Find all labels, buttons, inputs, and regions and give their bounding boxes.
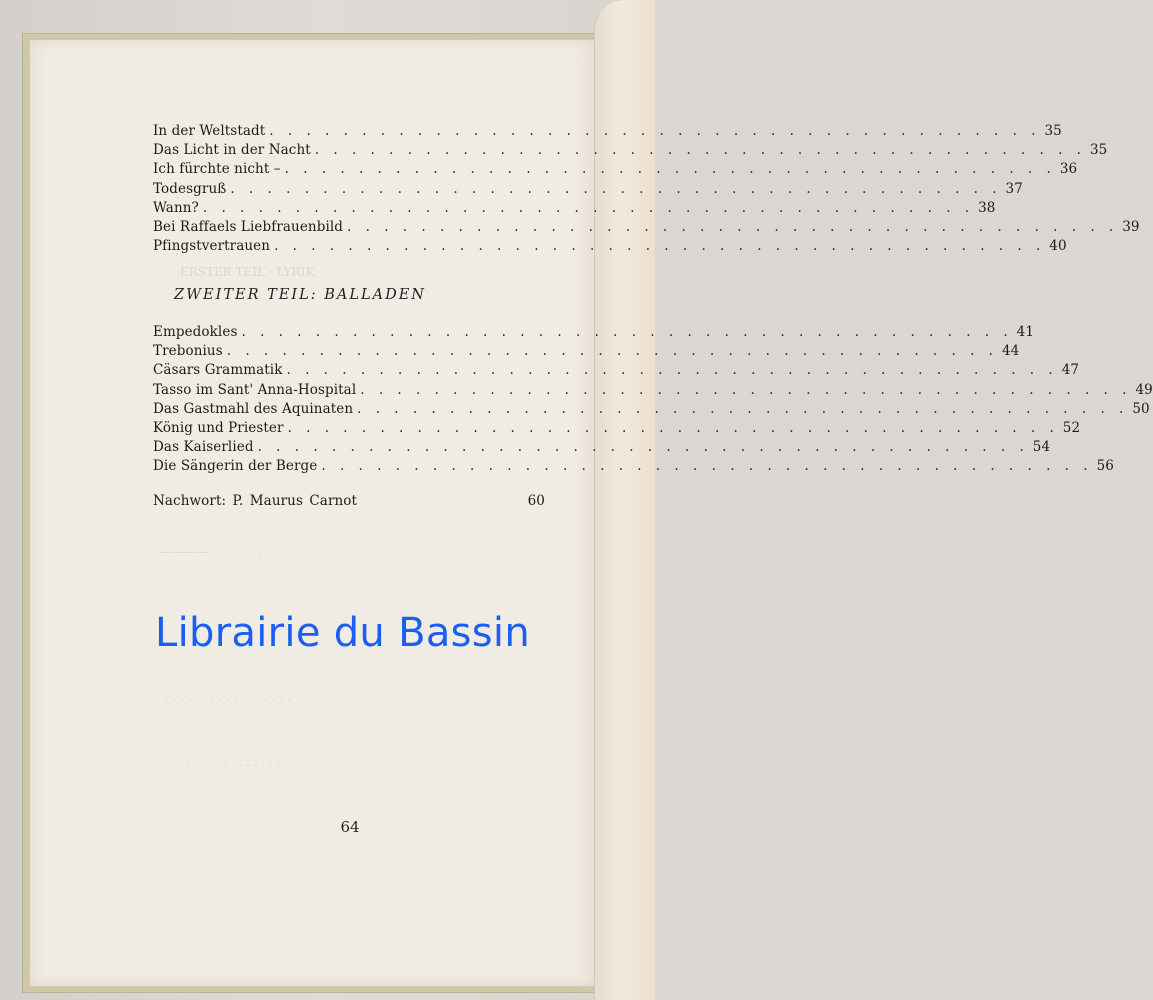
watermark: Librairie du Bassin (155, 610, 530, 656)
toc-entry (153, 123, 1062, 142)
entry-leader-dots: . . . . . . . . . . . . . . . . . . . . . . . . . . . . . . . . . . . . . . . . . . (357, 400, 1129, 417)
entry-title: Bei Raffaels Liebfrauenbild (153, 218, 344, 235)
entry-leader-dots: . . . . . . . . . . . . . . . . . . . . . . . . . . . . . . . . . . . . . . . . . . (257, 439, 1029, 456)
entry-page-number: 35 (1089, 142, 1108, 159)
entry-page-number: 52 (1062, 419, 1081, 436)
toc-entry (153, 400, 1150, 420)
page-number: 64 (340, 818, 360, 836)
entry-title: Das Gastmahl des Aquinaten (153, 400, 354, 417)
entry-page-number: 56 (1096, 458, 1114, 475)
toc-part-two (153, 324, 1153, 478)
toc-entry (153, 458, 1114, 477)
toc-entry (153, 142, 1108, 161)
entry-page-number: 47 (1061, 362, 1080, 379)
toc-entry (153, 439, 1051, 458)
show-through-text: ———— . . . . . . . . . . (160, 545, 285, 559)
entry-page-number: 50 (1132, 400, 1150, 417)
toc-entry (153, 238, 1067, 257)
entry-title: Nachwort: P. Maurus Carnot (153, 493, 358, 509)
entry-page-number: 40 (1049, 238, 1067, 255)
entry-leader-dots: . . . . . . . . . . . . . . . . . . . . . . . . . . . . . . . . . . . . . . . . . . (360, 381, 1132, 398)
entry-page-number: 60 (527, 493, 545, 509)
entry-title: Tasso im Sant' Anna-Hospital (153, 381, 357, 398)
entry-title: In der Weltstadt (153, 123, 266, 139)
toc-entry (153, 343, 1020, 362)
entry-leader-dots: . . . . . . . . . . . . . . . . . . . . . . . . . . . . . . . . . . . . . . . . . . (226, 343, 998, 360)
entry-page-number: 35 (1044, 123, 1062, 139)
entry-title: Todesgruß (153, 180, 227, 197)
entry-page-number: 44 (1001, 343, 1020, 360)
entry-page-number: 54 (1032, 439, 1051, 456)
entry-leader-dots: . . . . . . . . . . . . . . . . . . . . . . . . . . . . . . . . . . . . . . . . . . (269, 123, 1041, 139)
toc-entry (153, 381, 1153, 401)
entry-page-number: 38 (978, 199, 996, 216)
toc-entry (153, 161, 1078, 180)
entry-title: Ich fürchte nicht – (153, 161, 281, 178)
toc-epilogue (153, 493, 545, 512)
entry-page-number: 41 (1016, 324, 1035, 340)
toc-entry (153, 324, 1035, 343)
toc-entry (153, 218, 1140, 238)
entry-page-number: 39 (1122, 218, 1140, 235)
show-through-text: . . . . . . . . . . . . . . . . . (165, 690, 291, 704)
toc-entry (153, 362, 1080, 381)
entry-leader-dots: . . . . . . . . . . . . . . . . . . . . . . . . . . . . . . . . . . . . . . . . . . (314, 142, 1086, 159)
entry-page-number: 49 (1135, 381, 1153, 398)
entry-leader-dots: . . . . . . . . . . . . . . . . . . . . . . . . . . . . . . . . . . . . . . . . . . (321, 458, 1093, 475)
entry-page-number: 36 (1059, 161, 1078, 178)
section-heading: ZWEITER TEIL: BALLADEN (174, 287, 426, 303)
entry-leader-dots: . . . . . . . . . . . . . . . . . . . . . . . . . . . . . . . . . . . . . . . . . . (287, 419, 1059, 436)
entry-page-number: 37 (1005, 180, 1023, 197)
entry-leader-dots: . . . . . . . . . . . . . . . . . . . . . . . . . . . . . . . . . . . . . . . . . . (230, 180, 1002, 197)
toc-entry (153, 199, 996, 219)
entry-leader-dots: . . . . . . . . . . . . . . . . . . . . . . . . . . . . . . . . . . . . . . . . . . (347, 218, 1119, 235)
toc-entry (153, 419, 1081, 439)
entry-title: Empedokles (153, 324, 238, 340)
entry-leader-dots: . . . . . . . . . . . . . . . . . . . . . . . . . . . . . . . . . . . . . . . . . . (286, 362, 1058, 379)
toc-entry (153, 493, 545, 512)
entry-title: Die Sängerin der Berge (153, 458, 318, 475)
entry-title: Das Kaiserlied (153, 439, 254, 456)
toc-part-one (153, 123, 1140, 257)
show-through-text: ERSTER TEIL · LYRIK (180, 265, 315, 279)
entry-leader-dots: . . . . . . . . . . . . . . . . . . . . . . . . . . . . . . . . . . . . . . . . . . (202, 199, 975, 216)
entry-leader-dots: . . . . . . . . . . . . . . . . . . . . . . . . . . . . . . . . . . . . . . . . . . (284, 161, 1056, 178)
show-through-text: . . . . . . . . . . . . . . . . . (170, 755, 296, 769)
entry-leader-dots: . . . . . . . . . . . . . . . . . . . . . . . . . . . . . . . . . . . . . . . . . . (241, 324, 1013, 340)
entry-title: Wann? (153, 199, 199, 216)
entry-title: Das Licht in der Nacht (153, 142, 311, 159)
entry-title: König und Priester (153, 419, 284, 436)
entry-title: Trebonius (153, 343, 223, 360)
toc-entry (153, 180, 1023, 200)
entry-title: Cäsars Grammatik (153, 362, 283, 379)
entry-leader-dots: . . . . . . . . . . . . . . . . . . . . . . . . . . . . . . . . . . . . . . . . . . (274, 238, 1046, 255)
entry-title: Pfingstvertrauen (153, 238, 271, 255)
